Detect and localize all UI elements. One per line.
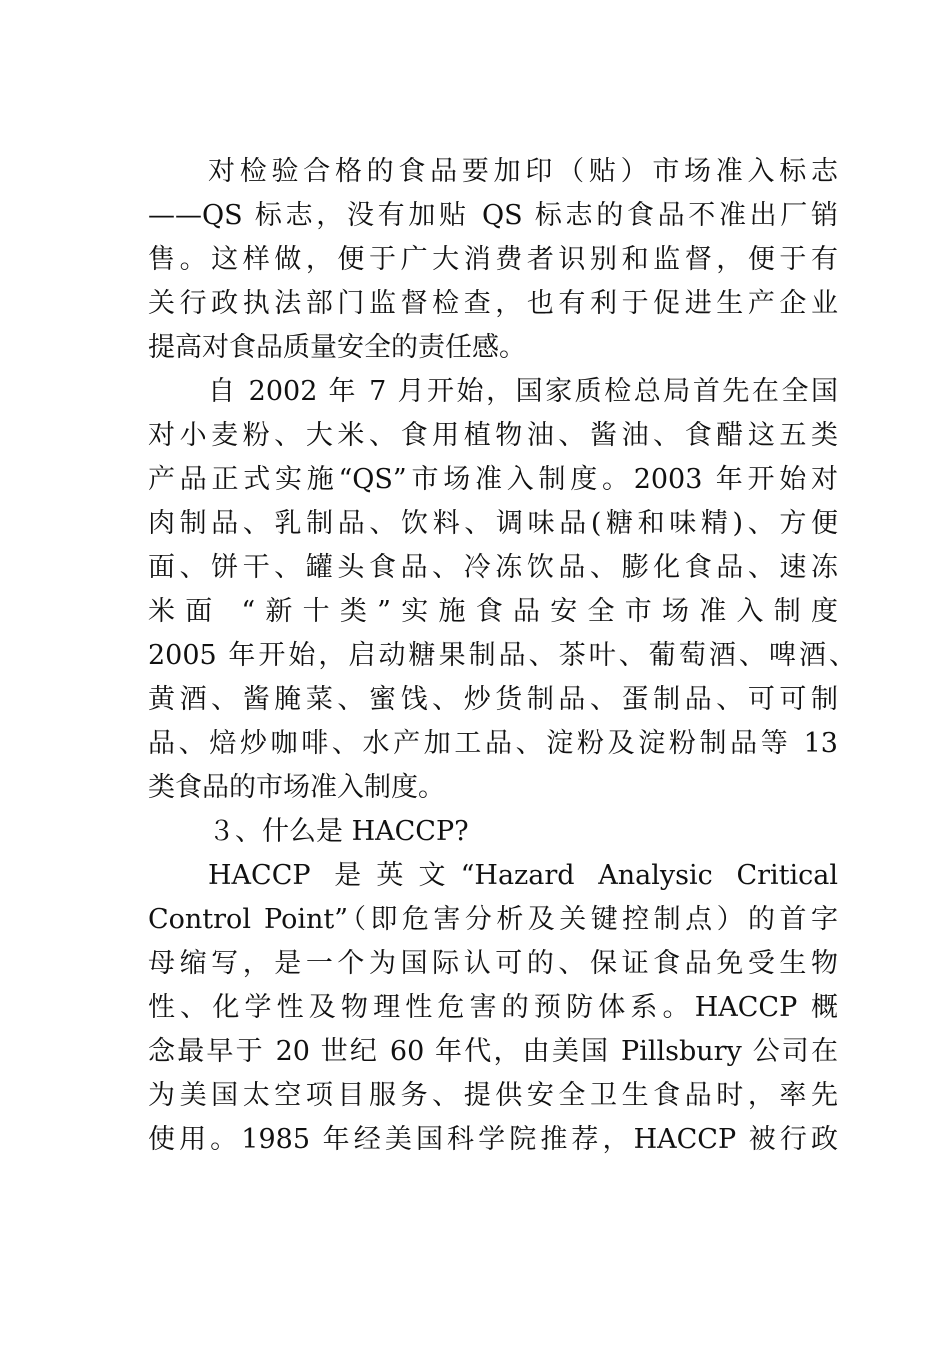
paragraph-qs-mark-line: ——QS 标志，没有加贴 QS 标志的食品不准出厂销 xyxy=(148,200,838,231)
paragraph-qs-history-line: 黄酒、酱腌菜、蜜饯、炒货制品、蛋制品、可可制 xyxy=(148,684,838,715)
paragraph-haccp-line: 使用。1985 年经美国科学院推荐，HACCP 被行政 xyxy=(148,1124,838,1155)
paragraph-qs-history-line: 对小麦粉、大米、食用植物油、酱油、食醋这五类 xyxy=(148,420,838,451)
paragraph-qs-mark-line: 售。这样做，便于广大消费者识别和监督，便于有 xyxy=(148,244,838,275)
paragraph-haccp-line: 性、化学性及物理性危害的预防体系。HACCP 概 xyxy=(148,992,838,1023)
paragraph-haccp-line: 为美国太空项目服务、提供安全卫生食品时，率先 xyxy=(148,1080,838,1111)
paragraph-qs-history-line: 类食品的市场准入制度。 xyxy=(148,772,445,803)
document-body xyxy=(148,150,856,1162)
paragraph-qs-mark-line: 对检验合格的食品要加印（贴）市场准入标志 xyxy=(208,156,838,187)
paragraph-qs-mark-line: 关行政执法部门监督检查，也有利于促进生产企业 xyxy=(148,288,838,319)
paragraph-haccp-line: Control Point”（即危害分析及关键控制点）的首字 xyxy=(148,904,838,935)
paragraph-qs-history-line: 品、焙炒咖啡、水产加工品、淀粉及淀粉制品等 13 xyxy=(148,728,838,759)
paragraph-qs-history-line: 自 2002 年 7 月开始，国家质检总局首先在全国 xyxy=(208,376,838,407)
paragraph-qs-history-line: 肉制品、乳制品、饮料、调味品(糖和味精)、方便 xyxy=(148,508,838,539)
paragraph-qs-history-line: 面、饼干、罐头食品、冷冻饮品、膨化食品、速冻 xyxy=(148,552,838,583)
paragraph-qs-mark-line: 提高对食品质量安全的责任感。 xyxy=(148,332,526,363)
paragraph-haccp-line: 念最早于 20 世纪 60 年代，由美国 Pillsbury 公司在 xyxy=(148,1036,838,1067)
paragraph-qs-history-line: 产品正式实施“QS”市场准入制度。2003 年开始对 xyxy=(148,464,838,495)
paragraph-haccp-line: HACCP 是英文“Hazard Analysic Critical xyxy=(208,860,838,891)
paragraph-qs-history-line: 2005 年开始，启动糖果制品、茶叶、葡萄酒、啤酒、 xyxy=(148,640,856,671)
section-heading-haccp: ３、什么是 HACCP? xyxy=(208,816,469,847)
paragraph-haccp-line: 母缩写，是一个为国际认可的、保证食品免受生物 xyxy=(148,948,838,979)
paragraph-qs-history-line: 米面 “新十类”实施食品安全市场准入制度 xyxy=(148,596,838,627)
